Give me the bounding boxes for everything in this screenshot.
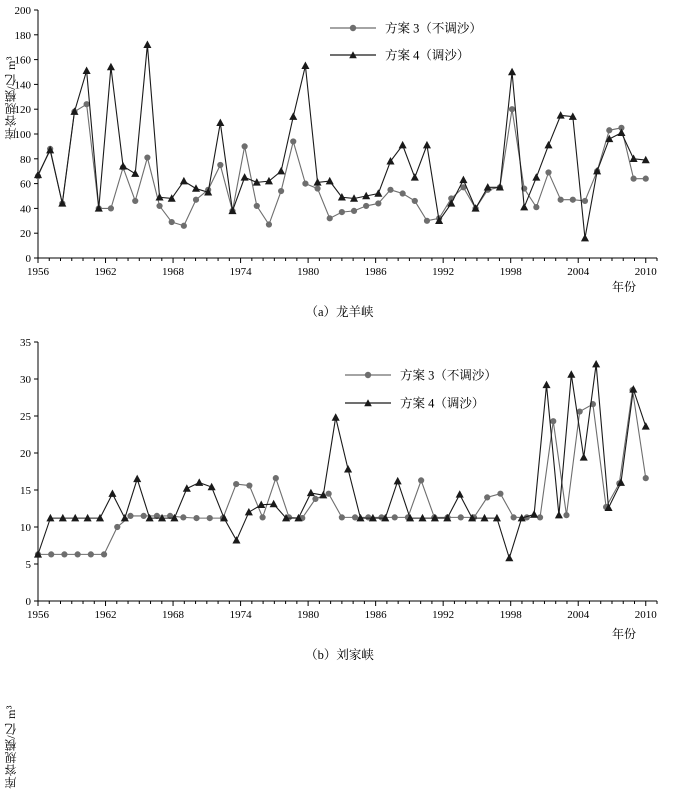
svg-text:25: 25 (20, 411, 31, 423)
svg-text:100: 100 (14, 129, 31, 141)
svg-text:20: 20 (20, 228, 31, 241)
svg-text:1974: 1974 (229, 609, 252, 621)
svg-text:1986: 1986 (364, 266, 387, 278)
svg-text:2010: 2010 (634, 609, 657, 621)
svg-text:180: 180 (14, 29, 31, 42)
svg-text:80: 80 (20, 153, 31, 166)
svg-text:120: 120 (14, 104, 31, 117)
svg-text:2010: 2010 (634, 266, 657, 278)
svg-text:1998: 1998 (499, 609, 522, 621)
svg-text:60: 60 (20, 178, 31, 191)
svg-text:20: 20 (20, 448, 31, 460)
svg-text:2004: 2004 (567, 266, 590, 278)
svg-text:2004: 2004 (567, 609, 590, 621)
svg-text:10: 10 (20, 522, 31, 534)
chart-a-plot (0, 0, 679, 300)
svg-text:0: 0 (25, 253, 31, 265)
svg-text:1980: 1980 (297, 609, 320, 621)
svg-text:1974: 1974 (229, 266, 252, 278)
chart-a-xlabel: 年份 (612, 280, 637, 294)
svg-text:160: 160 (14, 54, 31, 67)
svg-text:1986: 1986 (364, 609, 387, 621)
svg-text:1968: 1968 (162, 609, 185, 621)
svg-text:1968: 1968 (162, 266, 185, 278)
chart-a-svg (0, 0, 679, 300)
chart-b-xlabel: 年份 (612, 627, 637, 641)
svg-text:1956: 1956 (27, 609, 49, 621)
chart-a-ylabel: 库容规模/亿 m³ (4, 56, 18, 140)
svg-text:方案 4（调沙）: 方案 4（调沙） (385, 48, 470, 63)
chart-b-block (0, 330, 679, 789)
svg-text:方案 4（调沙）: 方案 4（调沙） (400, 396, 485, 411)
chart-a-block (0, 0, 679, 320)
chart-a-caption: （a）龙羊峡 (305, 305, 374, 319)
svg-text:1998: 1998 (499, 266, 522, 278)
chart-b-svg (0, 330, 679, 645)
svg-text:200: 200 (14, 5, 31, 17)
svg-text:140: 140 (14, 79, 31, 92)
svg-text:1962: 1962 (94, 609, 117, 621)
svg-text:方案 3（不调沙）: 方案 3（不调沙） (385, 21, 482, 36)
svg-text:1992: 1992 (432, 609, 455, 621)
svg-text:40: 40 (20, 203, 31, 216)
svg-text:1980: 1980 (297, 266, 320, 278)
chart-b-caption: （b）刘家峡 (305, 648, 374, 662)
svg-text:0: 0 (25, 596, 31, 608)
svg-text:5: 5 (25, 559, 31, 571)
svg-text:30: 30 (20, 374, 31, 386)
svg-text:方案 3（不调沙）: 方案 3（不调沙） (400, 368, 497, 383)
svg-text:1992: 1992 (432, 266, 455, 278)
svg-text:35: 35 (20, 337, 31, 349)
chart-b-ylabel: 库容规模/亿 m³ (4, 705, 18, 789)
svg-text:1956: 1956 (27, 266, 49, 278)
svg-text:15: 15 (20, 485, 31, 497)
svg-text:1962: 1962 (94, 266, 117, 278)
